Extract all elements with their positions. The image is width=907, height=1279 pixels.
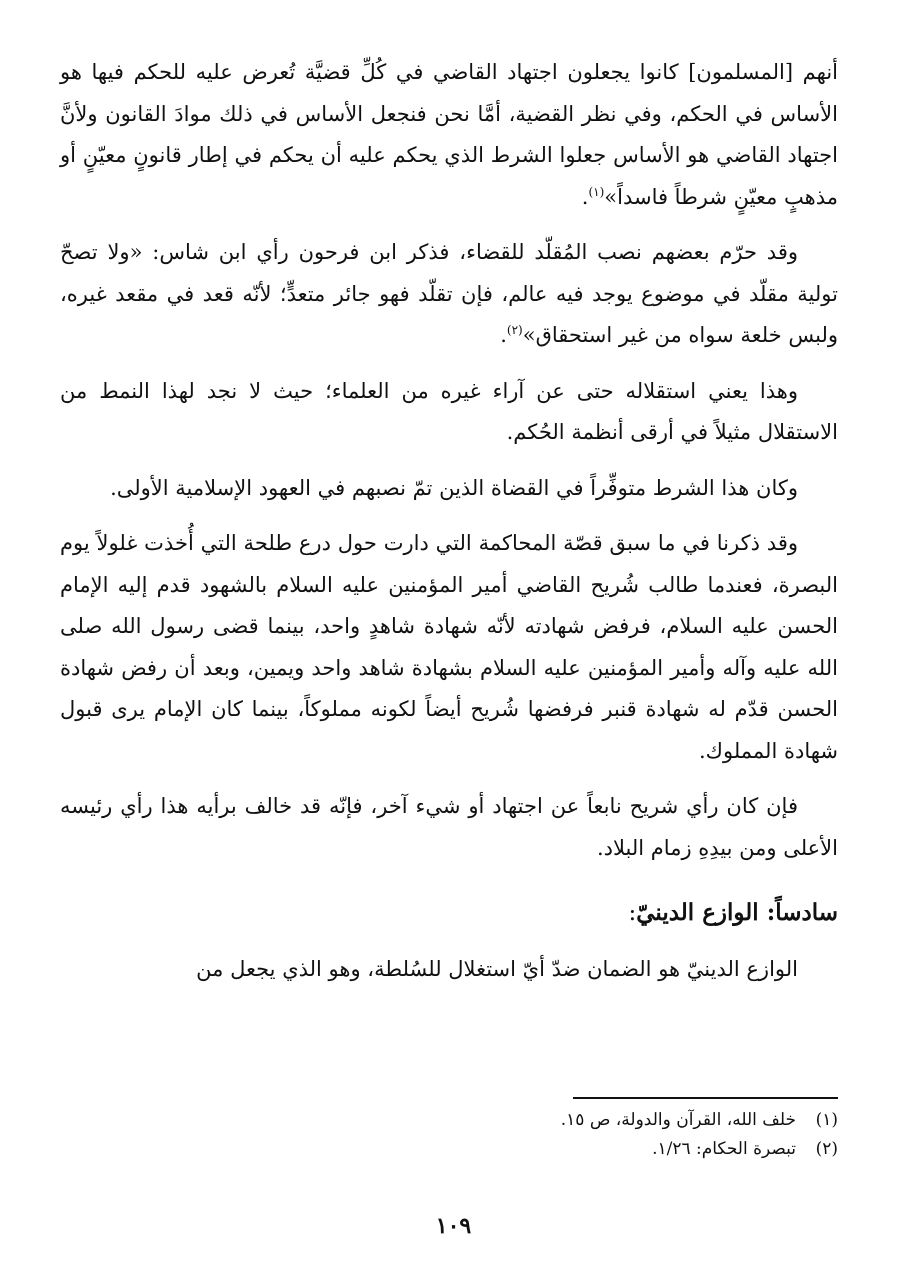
page-body [60,52,838,1005]
closing-paragraph-text: الوازع الدينيّ هو الضمان ضدّ أيّ استغلال للسُلطة، وهو الذي يجعل من [196,957,798,981]
footnote-1 [238,1106,838,1135]
paragraph-5-text: وقد ذكرنا في ما سبق قصّة المحاكمة التي دارت حول درع طلحة التي أُخذت غلولاً يوم البصرة، فعندما طالب شُريح القاضي أمير المؤمنين عليه السلام بالشهود قدم إليه الإمام الحسن عليه السلام، فرفض شهادته لأنّه شهادة شاهدٍ واحد، بينما قضى رسول الله صلى الله عليه وآله وأمير المؤمنين عليه السلام بشهادة شاهد واحد ويمين، وبعد أن رفض شهادة الحسن قدّم له شهادة قنبر فرفضها شُريح أيضاً لكونه مملوكاً، بينما كان الإمام يرى قبول شهادة المملوك. [60,531,838,763]
section-heading [60,891,838,935]
footnote-ref-1[interactable]: (١) [588,184,605,199]
paragraph-2-text: وقد حرّم بعضهم نصب المُقلّد للقضاء، فذكر ابن فرحون رأي ابن شاس: «ولا تصحّ تولية مقلّد في موضوع يوجد فيه عالم، فإن تقلّد فهو جائر متعدٍّ؛ لأنّه قعد في مقعد غيره، ولبس خلعة سواه من غير استحقاق» [60,240,838,347]
paragraph-1-text: أنهم [المسلمون] كانوا يجعلون اجتهاد القاضي في كُلِّ قضيَّة تُعرض عليه للحكم فيها هو الأساس في الحكم، وفي نظر القضية، أمَّا نحن فنجعل الأساس في ذلك موادَ القانون ولأنَّ اجتهاد القاضي هو الأساس جعلوا الشرط الذي يحكم عليه أن يحكم في إطار قانونٍ معيّنٍ أو مذهبٍ معيّنٍ شرطاً فاسداً» [60,60,838,209]
footnote-2 [238,1135,838,1164]
paragraph-1-tail: . [581,184,589,209]
paragraph-4-text: وكان هذا الشرط متوفِّراً في القضاة الذين تمّ نصبهم في العهود الإسلامية الأولى. [110,475,798,500]
section-heading-label: سادساً: الوازع الدينيّ [636,899,838,926]
paragraph-6 [60,786,838,869]
page-number: ١٠٩ [435,1213,472,1239]
footnote-2-text: تبصرة الحكام: ١/٢٦. [652,1139,796,1159]
closing-paragraph [60,949,838,991]
paragraph-3-text: وهذا يعني استقلاله حتى عن آراء غيره من العلماء؛ حيث لا نجد لهذا النمط من الاستقلال مثيلاً في أرقى أنظمة الحُكم. [60,378,838,444]
paragraph-5 [60,523,838,772]
footnote-1-text: خلف الله، القرآن والدولة، ص ١٥. [560,1110,796,1130]
footnote-1-number: (١) [815,1110,838,1130]
footnote-ref-2[interactable]: (٢) [506,323,523,337]
paragraph-2-tail: . [500,323,507,347]
footnote-2-number: (٢) [815,1139,838,1159]
paragraph-2 [60,232,838,357]
paragraph-6-text: فإن كان رأي شريح نابعاً عن اجتهاد أو شيء آخر، فإنّه قد خالف برأيه هذا رأي رئيسه الأعلى ومن بيدِهِ زمام البلاد. [60,794,838,860]
footnote-divider [573,1097,838,1099]
paragraph-4 [60,468,838,510]
footnotes [238,1106,838,1164]
paragraph-1 [60,52,838,218]
paragraph-3 [60,371,838,454]
section-heading-colon: : [628,900,637,926]
